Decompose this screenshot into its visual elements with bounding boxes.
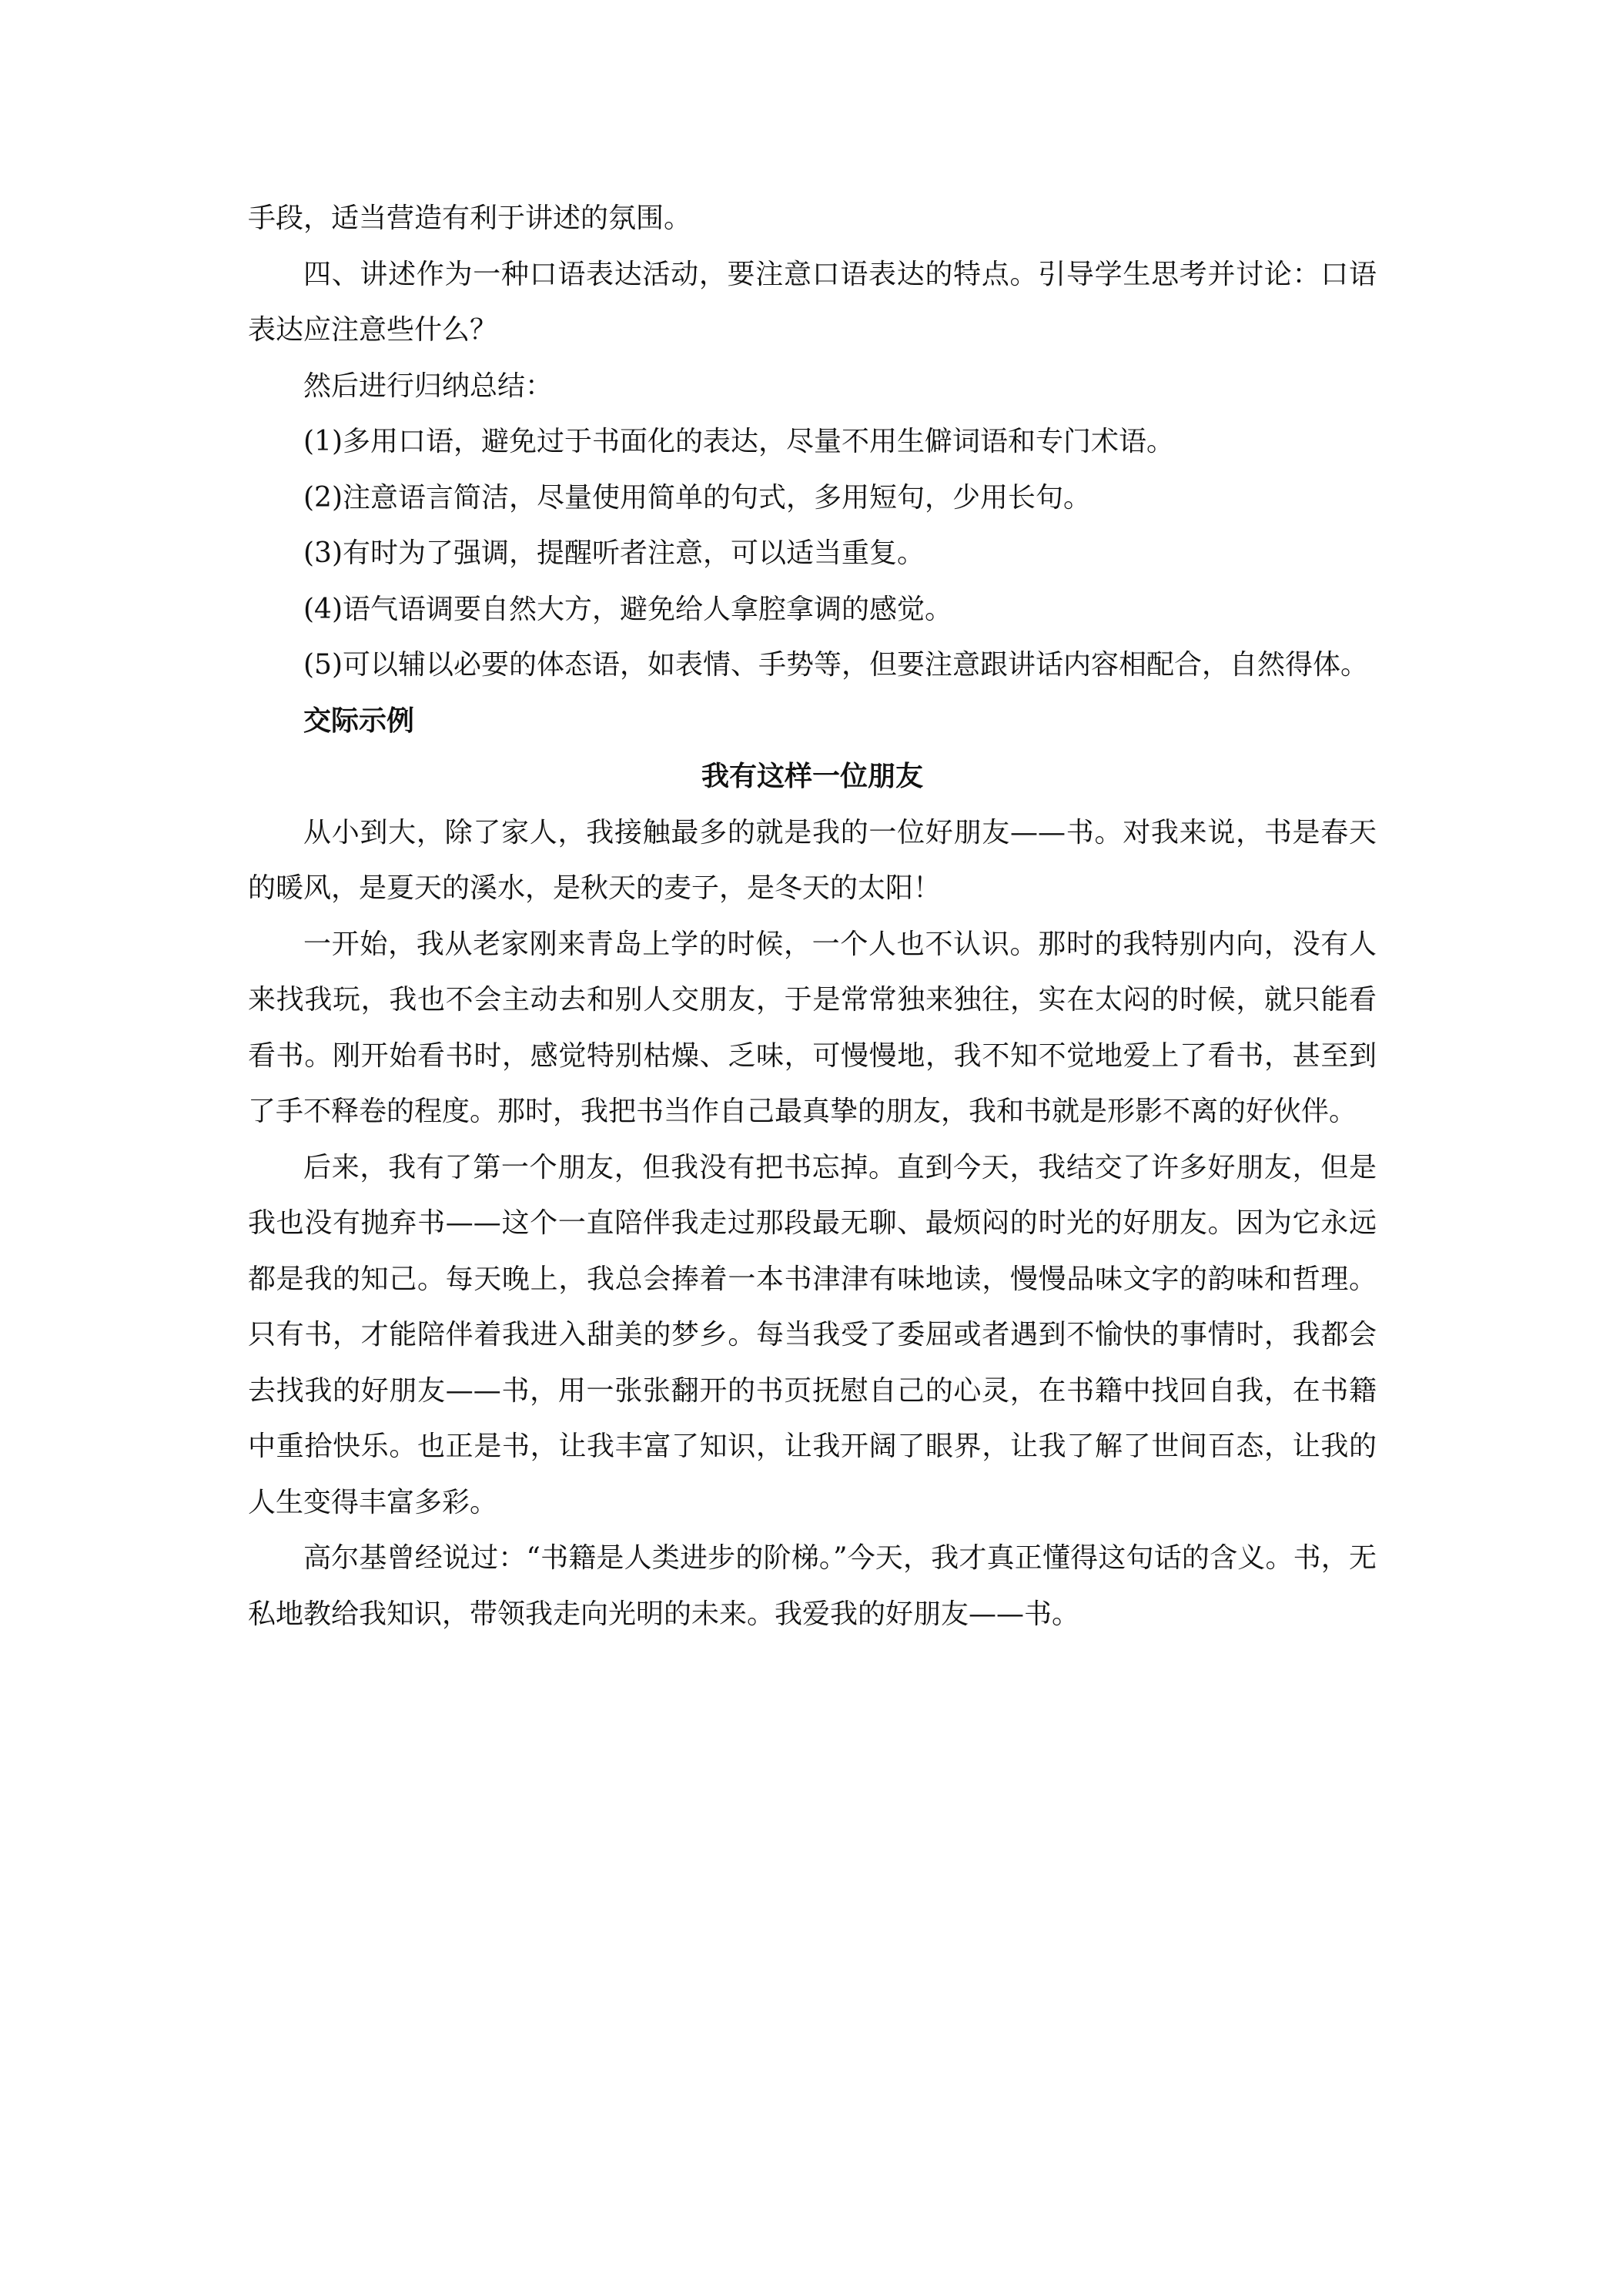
essay-paragraph-3: 后来，我有了第一个朋友，但我没有把书忘掉。直到今天，我结交了许多好朋友，但是我也没有抛弃书——这个一直陪伴我走过那段最无聊、最烦闷的时光的好朋友。因为它永远都是我的知己。每天晚上，我总会捧着一本书津津有味地读，慢慢品味文字的韵味和哲理。只有书，才能陪伴着我进入甜美的梦乡。每当我受了委屈或者遇到不愉快的事情时，我都会去找我的好朋友——书，用一张张翻开的书页抚慰自己的心灵，在书籍中找回自我，在书籍中重拾快乐。也正是书，让我丰富了知识，让我开阔了眼界，让我了解了世间百态，让我的人生变得丰富多彩。 bbox=[248, 1151, 1377, 1518]
summary-item-3: (3)有时为了强调，提醒听者注意，可以适当重复。 bbox=[303, 537, 925, 569]
summary-item-1: (1)多用口语，避免过于书面化的表达，尽量不用生僻词语和专门术语。 bbox=[303, 426, 1174, 457]
summary-item-4: (4)语气语调要自然大方，避免给人拿腔拿调的感觉。 bbox=[303, 593, 952, 625]
summary-item-5: (5)可以辅以必要的体态语，如表情、手势等，但要注意跟讲话内容相配合，自然得体。 bbox=[303, 649, 1368, 681]
section-heading: 交际示例 bbox=[303, 705, 415, 737]
document-body bbox=[248, 191, 1377, 1642]
summary-item-2: (2)注意语言简洁，尽量使用简单的句式，多用短句，少用长句。 bbox=[303, 481, 1091, 514]
essay-paragraph-2: 一开始，我从老家刚来青岛上学的时候，一个人也不认识。那时的我特别内向，没有人来找我玩，我也不会主动去和别人交朋友，于是常常独来独往，实在太闷的时候，就只能看看书。刚开始看书时，感觉特别枯燥、乏味，可慢慢地，我不知不觉地爱上了看书，甚至到了手不释卷的程度。那时，我把书当作自己最真挚的朋友，我和书就是形影不离的好伙伴。 bbox=[248, 928, 1377, 1127]
essay-paragraph-4: 高尔基曾经说过：“书籍是人类进步的阶梯。”今天，我才真正懂得这句话的含义。书，无私地教给我知识，带领我走向光明的未来。我爱我的好朋友——书。 bbox=[248, 1542, 1377, 1630]
point-four-paragraph: 四、讲述作为一种口语表达活动，要注意口语表达的特点。引导学生思考并讨论：口语表达应注意些什么？ bbox=[248, 258, 1377, 346]
intro-continuation: 手段，适当营造有利于讲述的氛围。 bbox=[248, 202, 692, 234]
essay-paragraph-1: 从小到大，除了家人，我接触最多的就是我的一位好朋友——书。对我来说，书是春天的暖风，是夏天的溪水，是秋天的麦子，是冬天的太阳！ bbox=[248, 816, 1377, 904]
essay-title: 我有这样一位朋友 bbox=[701, 761, 923, 792]
summary-lead: 然后进行归纳总结： bbox=[303, 370, 554, 402]
